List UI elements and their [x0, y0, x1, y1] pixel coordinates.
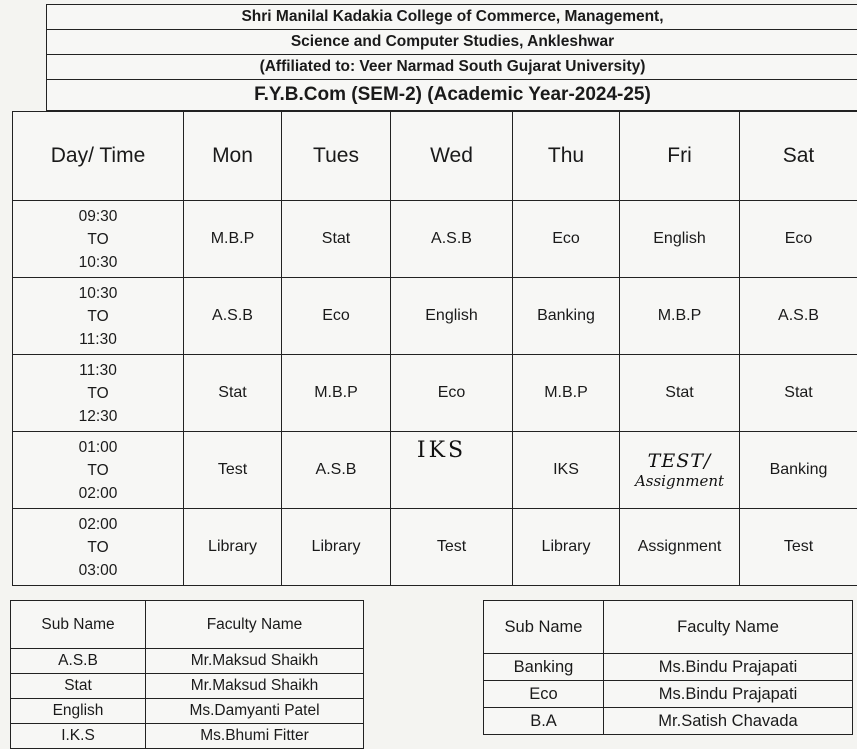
- subject-cell: Library: [282, 509, 391, 586]
- time-to: 12:30: [13, 405, 183, 428]
- day-header: Mon: [184, 112, 282, 201]
- subject-cell: Test: [740, 509, 857, 586]
- day-header: Sat: [740, 112, 857, 201]
- subject-cell: Stat: [184, 355, 282, 432]
- day-header: Fri: [620, 112, 740, 201]
- subject-cell: Eco: [740, 201, 857, 278]
- time-slot: [13, 201, 184, 278]
- time-slot: [13, 278, 184, 355]
- faculty-table-left: [10, 600, 364, 749]
- handwritten-iks: IKS: [417, 438, 466, 463]
- table-row: [484, 681, 853, 708]
- time-to: 02:00: [13, 482, 183, 505]
- faculty-header-row: [484, 601, 853, 654]
- subject-cell: Library: [513, 509, 620, 586]
- subject-cell: Eco: [391, 355, 513, 432]
- page-title: F.Y.B.Com (SEM-2) (Academic Year-2024-25): [47, 80, 857, 111]
- subject-cell: Test: [391, 509, 513, 586]
- sub-name: A.S.B: [11, 649, 146, 674]
- subject-cell: A.S.B: [740, 278, 857, 355]
- subject-cell: M.B.P: [282, 355, 391, 432]
- time-to: 03:00: [13, 559, 183, 582]
- faculty-header-row: [11, 601, 364, 649]
- table-row: [11, 674, 364, 699]
- subject-cell-handwritten: [391, 432, 513, 509]
- sub-name: Banking: [484, 654, 604, 681]
- sub-name-header: Sub Name: [484, 601, 604, 654]
- college-name: Shri Manilal Kadakia College of Commerce, Management,: [47, 5, 857, 30]
- faculty-name-header: Faculty Name: [146, 601, 364, 649]
- day-header: Wed: [391, 112, 513, 201]
- subject-cell: Stat: [282, 201, 391, 278]
- sub-name: B.A: [484, 708, 604, 735]
- faculty-name: Ms.Damyanti Patel: [146, 699, 364, 724]
- faculty-name-header: Faculty Name: [604, 601, 853, 654]
- subject-cell: Stat: [740, 355, 857, 432]
- subject-cell: A.S.B: [282, 432, 391, 509]
- day-header: Thu: [513, 112, 620, 201]
- faculty-name: Mr.Maksud Shaikh: [146, 674, 364, 699]
- subject-cell: Banking: [740, 432, 857, 509]
- time-from: 09:30: [13, 205, 183, 228]
- table-row: [11, 724, 364, 749]
- faculty-name: Mr.Satish Chavada: [604, 708, 853, 735]
- day-header: Tues: [282, 112, 391, 201]
- subject-cell-handwritten: [620, 432, 740, 509]
- time-to-word: TO: [13, 536, 183, 559]
- handwritten-assignment: Assignment: [620, 472, 739, 490]
- time-to-word: TO: [13, 305, 183, 328]
- subject-cell: Stat: [620, 355, 740, 432]
- subject-cell: M.B.P: [620, 278, 740, 355]
- sub-name: English: [11, 699, 146, 724]
- time-from: 10:30: [13, 282, 183, 305]
- time-to-word: TO: [13, 382, 183, 405]
- subject-cell: Assignment: [620, 509, 740, 586]
- time-to: 11:30: [13, 328, 183, 351]
- subject-cell: M.B.P: [513, 355, 620, 432]
- faculty-name: Ms.Bindu Prajapati: [604, 654, 853, 681]
- table-row: [11, 699, 364, 724]
- subject-cell: Banking: [513, 278, 620, 355]
- faculty-name: Ms.Bindu Prajapati: [604, 681, 853, 708]
- time-slot: [13, 432, 184, 509]
- slot-row: [13, 355, 857, 432]
- day-time-corner: Day/ Time: [13, 112, 184, 201]
- day-header-row: [13, 112, 857, 201]
- time-slot: [13, 509, 184, 586]
- college-subtitle: Science and Computer Studies, Ankleshwar: [47, 30, 857, 55]
- subject-cell: Test: [184, 432, 282, 509]
- affiliation: (Affiliated to: Veer Narmad South Gujarat University): [47, 55, 857, 80]
- faculty-name: Mr.Maksud Shaikh: [146, 649, 364, 674]
- table-row: [11, 649, 364, 674]
- subject-cell: Library: [184, 509, 282, 586]
- subject-cell: Eco: [513, 201, 620, 278]
- time-to-word: TO: [13, 228, 183, 251]
- slot-row: [13, 278, 857, 355]
- subject-cell: Eco: [282, 278, 391, 355]
- sub-name: Stat: [11, 674, 146, 699]
- table-row: [484, 654, 853, 681]
- sub-name: I.K.S: [11, 724, 146, 749]
- slot-row: [13, 509, 857, 586]
- slot-row: [13, 201, 857, 278]
- subject-cell: A.S.B: [391, 201, 513, 278]
- college-header: [46, 4, 857, 111]
- time-from: 11:30: [13, 359, 183, 382]
- time-to-word: TO: [13, 459, 183, 482]
- subject-cell: M.B.P: [184, 201, 282, 278]
- handwritten-test: TEST/: [620, 450, 739, 472]
- table-row: [484, 708, 853, 735]
- faculty-name: Ms.Bhumi Fitter: [146, 724, 364, 749]
- sub-name-header: Sub Name: [11, 601, 146, 649]
- subject-cell: A.S.B: [184, 278, 282, 355]
- time-from: 01:00: [13, 436, 183, 459]
- time-slot: [13, 355, 184, 432]
- timetable: [12, 111, 857, 586]
- subject-cell: IKS: [513, 432, 620, 509]
- sub-name: Eco: [484, 681, 604, 708]
- faculty-table-right: [483, 600, 853, 735]
- subject-cell: English: [620, 201, 740, 278]
- subject-cell: English: [391, 278, 513, 355]
- time-to: 10:30: [13, 251, 183, 274]
- slot-row: [13, 432, 857, 509]
- time-from: 02:00: [13, 513, 183, 536]
